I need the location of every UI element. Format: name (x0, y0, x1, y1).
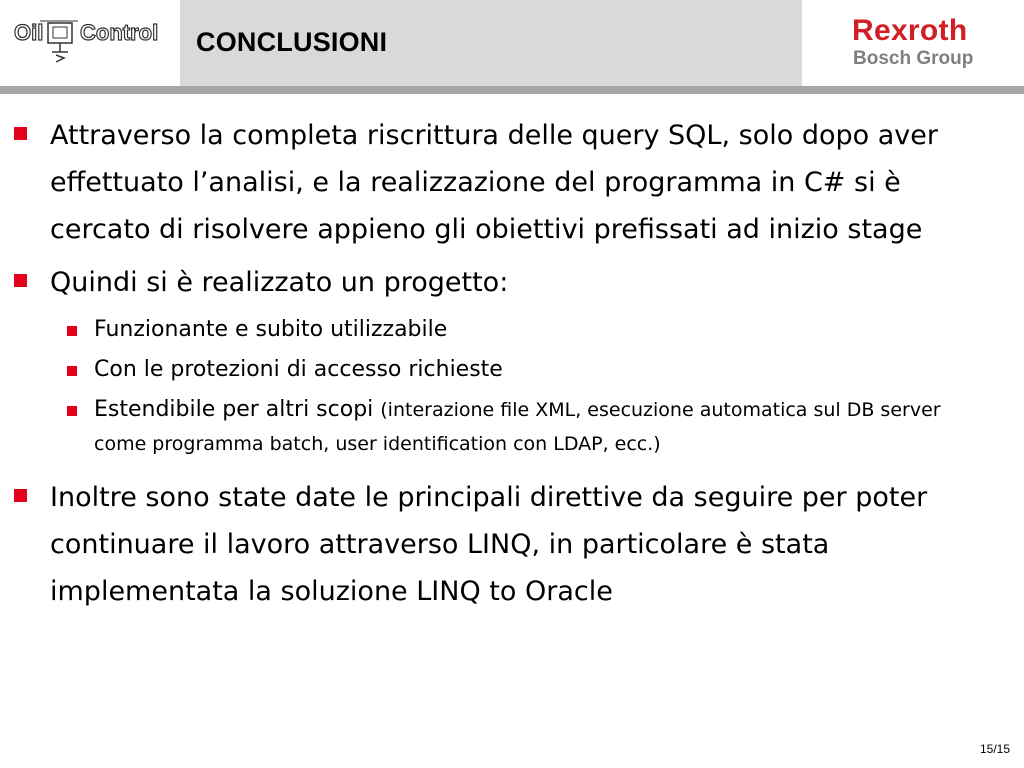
brand-name: Rexroth (852, 14, 968, 47)
bullet-item-2 (0, 259, 1000, 306)
svg-text:Control: Control (80, 20, 159, 45)
oil-control-logo (0, 0, 180, 86)
bullet-list (0, 112, 1000, 615)
oil-control-logo-icon (0, 0, 170, 70)
bullet-text: Inoltre sono state date le principali direttive da seguire per poter continuare il lavoro attraverso LINQ, in particolare è stata implementata la soluzione LINQ to Oracle (50, 482, 928, 607)
bullet-item-3 (0, 474, 1000, 615)
square-bullet-icon (14, 274, 27, 287)
slide-header (0, 0, 1024, 86)
square-bullet-icon (67, 406, 77, 416)
title-bar (180, 0, 802, 86)
sub-bullet-note: (interazione file XML, esecuzione automatica sul DB server come programma batch, user identification con LDAP, ecc.) (94, 399, 941, 455)
square-bullet-icon (67, 326, 77, 336)
svg-text:Oil: Oil (14, 20, 44, 45)
bullet-text: Quindi si è realizzato un progetto: (50, 267, 509, 298)
square-bullet-icon (67, 366, 77, 376)
rexroth-logo (802, 0, 1024, 86)
bullet-text: Attraverso la completa riscrittura delle query SQL, solo dopo aver effettuato l’analisi, e la realizzazione del programma in C# si è cercato di risolvere appieno gli obiettivi prefissati ad inizio stage (50, 120, 938, 245)
sub-bullet-item-1 (0, 313, 1000, 346)
page-number: 15/15 (979, 742, 1010, 756)
brand-subtitle: Bosch Group (853, 48, 974, 69)
square-bullet-icon (14, 489, 27, 502)
sub-bullet-item-2 (0, 353, 1000, 386)
header-divider (0, 86, 1024, 94)
slide-title: CONCLUSIONI (196, 27, 388, 57)
bullet-item-1 (0, 112, 1000, 253)
sub-bullet-item-3 (0, 393, 1000, 461)
sub-bullet-text: Funzionante e subito utilizzabile (94, 317, 448, 342)
sub-bullet-text: Estendibile per altri scopi (94, 397, 374, 422)
sub-bullet-text: Con le protezioni di accesso richieste (94, 357, 503, 382)
square-bullet-icon (14, 127, 27, 140)
